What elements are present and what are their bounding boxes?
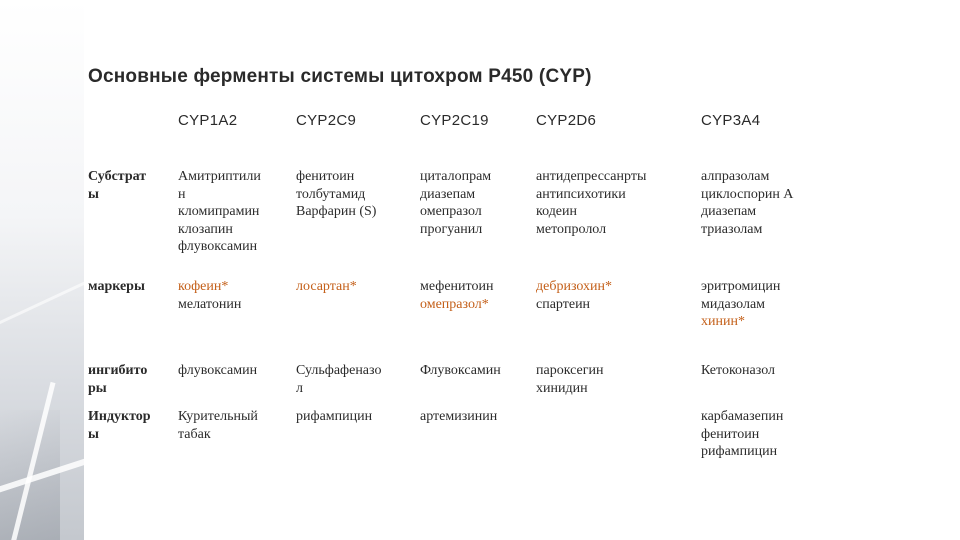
- table-cell-cyp3a4: [701, 408, 783, 461]
- row-label-line: ингибито: [88, 363, 148, 378]
- drug-name: антипсихотики: [536, 186, 626, 202]
- table-cell-cyp2d6: [536, 278, 612, 313]
- drug-name: антидепрессанрты: [536, 169, 647, 184]
- table-cell-cyp3a4: [701, 168, 793, 238]
- header-cyp3a4: CYP3A4: [701, 112, 761, 129]
- table-cell-cyp2c9: [296, 408, 372, 426]
- table-cell-cyp2c19: [420, 408, 497, 426]
- drug-name: пароксегин: [536, 363, 604, 378]
- marker-drug-name: дебризохин*: [536, 279, 613, 294]
- drug-name: эритромицин: [701, 279, 781, 294]
- drug-name: Флувоксамин: [420, 363, 501, 378]
- drug-name: мидазолам: [701, 296, 766, 312]
- header-cyp2c19: CYP2C19: [420, 112, 489, 129]
- drug-name: прогуанил: [420, 221, 483, 237]
- table-cell-cyp2c19: [420, 362, 501, 380]
- row-label-line: Субстрат: [88, 169, 147, 184]
- drug-name: фенитоин: [296, 169, 355, 184]
- header-cyp2c9: CYP2C9: [296, 112, 357, 129]
- table-cell-cyp2d6: [536, 362, 603, 397]
- drug-name: диазепам: [420, 186, 476, 202]
- table-cell-cyp1a2: [178, 408, 258, 443]
- row-label-line: ы: [88, 426, 99, 442]
- table-cell-cyp1a2: [178, 278, 241, 313]
- row-label-line: ры: [88, 380, 107, 396]
- drug-name: рифампицин: [296, 409, 373, 424]
- drug-name: Амитриптили: [178, 169, 261, 184]
- drug-name: циталопрам: [420, 169, 492, 184]
- table-cell-cyp1a2: [178, 362, 257, 380]
- header-cyp2d6: CYP2D6: [536, 112, 597, 129]
- table-cell-cyp2c9: [296, 168, 376, 221]
- row-label-line: Индуктор: [88, 409, 151, 424]
- drug-name: Курительный: [178, 409, 258, 424]
- header-cyp1a2: CYP1A2: [178, 112, 238, 129]
- drug-name: алпразолам: [701, 169, 770, 184]
- table-cell-cyp2c19: [420, 168, 491, 238]
- drug-name: флувоксамин: [178, 363, 258, 378]
- decoration-line: [0, 277, 95, 326]
- drug-name: табак: [178, 426, 211, 442]
- drug-name: циклоспорин А: [701, 186, 794, 202]
- drug-name: кодеин: [536, 204, 578, 219]
- row-label: [88, 408, 170, 443]
- marker-drug-name: лосартан*: [296, 279, 357, 294]
- drug-name: карбамазепин: [701, 409, 784, 424]
- table-cell-cyp1a2: [178, 168, 261, 256]
- drug-name: триазолам: [701, 221, 763, 237]
- drug-name: Варфарин (S): [296, 204, 377, 219]
- table-cell-cyp3a4: [701, 278, 780, 331]
- drug-name: л: [296, 380, 303, 396]
- table-cell-cyp3a4: [701, 362, 775, 380]
- row-label: [88, 168, 170, 203]
- drug-name: хинидин: [536, 380, 588, 396]
- row-label: [88, 278, 170, 296]
- drug-name: спартеин: [536, 296, 591, 312]
- drug-name: мелатонин: [178, 296, 242, 312]
- row-label-line: маркеры: [88, 279, 145, 294]
- drug-name: фенитоин: [701, 426, 760, 442]
- drug-name: Кетоконазол: [701, 363, 775, 378]
- drug-name: толбутамид: [296, 186, 366, 202]
- drug-name: клозапин: [178, 221, 233, 237]
- table-cell-cyp2c9: [296, 362, 381, 397]
- slide-title: Основные ферменты системы цитохром Р450 (CYP): [88, 66, 592, 87]
- drug-name: омепразол: [420, 204, 482, 219]
- drug-name: рифампицин: [701, 444, 778, 459]
- marker-drug-name: омепразол*: [420, 296, 489, 312]
- row-label: [88, 362, 170, 397]
- drug-name: флувоксамин: [178, 239, 258, 254]
- drug-name: метопролол: [536, 221, 607, 237]
- table-cell-cyp2d6: [536, 168, 646, 238]
- marker-drug-name: кофеин*: [178, 279, 229, 294]
- left-decoration: [0, 0, 84, 540]
- row-label-line: ы: [88, 186, 99, 202]
- table-cell-cyp2c19: [420, 278, 493, 313]
- drug-name: кломипрамин: [178, 204, 260, 219]
- drug-name: н: [178, 186, 186, 202]
- drug-name: мефенитоин: [420, 279, 494, 294]
- drug-name: диазепам: [701, 204, 757, 219]
- table-cell-cyp2c9: [296, 278, 357, 296]
- drug-name: артемизинин: [420, 409, 498, 424]
- marker-drug-name: хинин*: [701, 314, 745, 329]
- drug-name: Сульфафеназо: [296, 363, 382, 378]
